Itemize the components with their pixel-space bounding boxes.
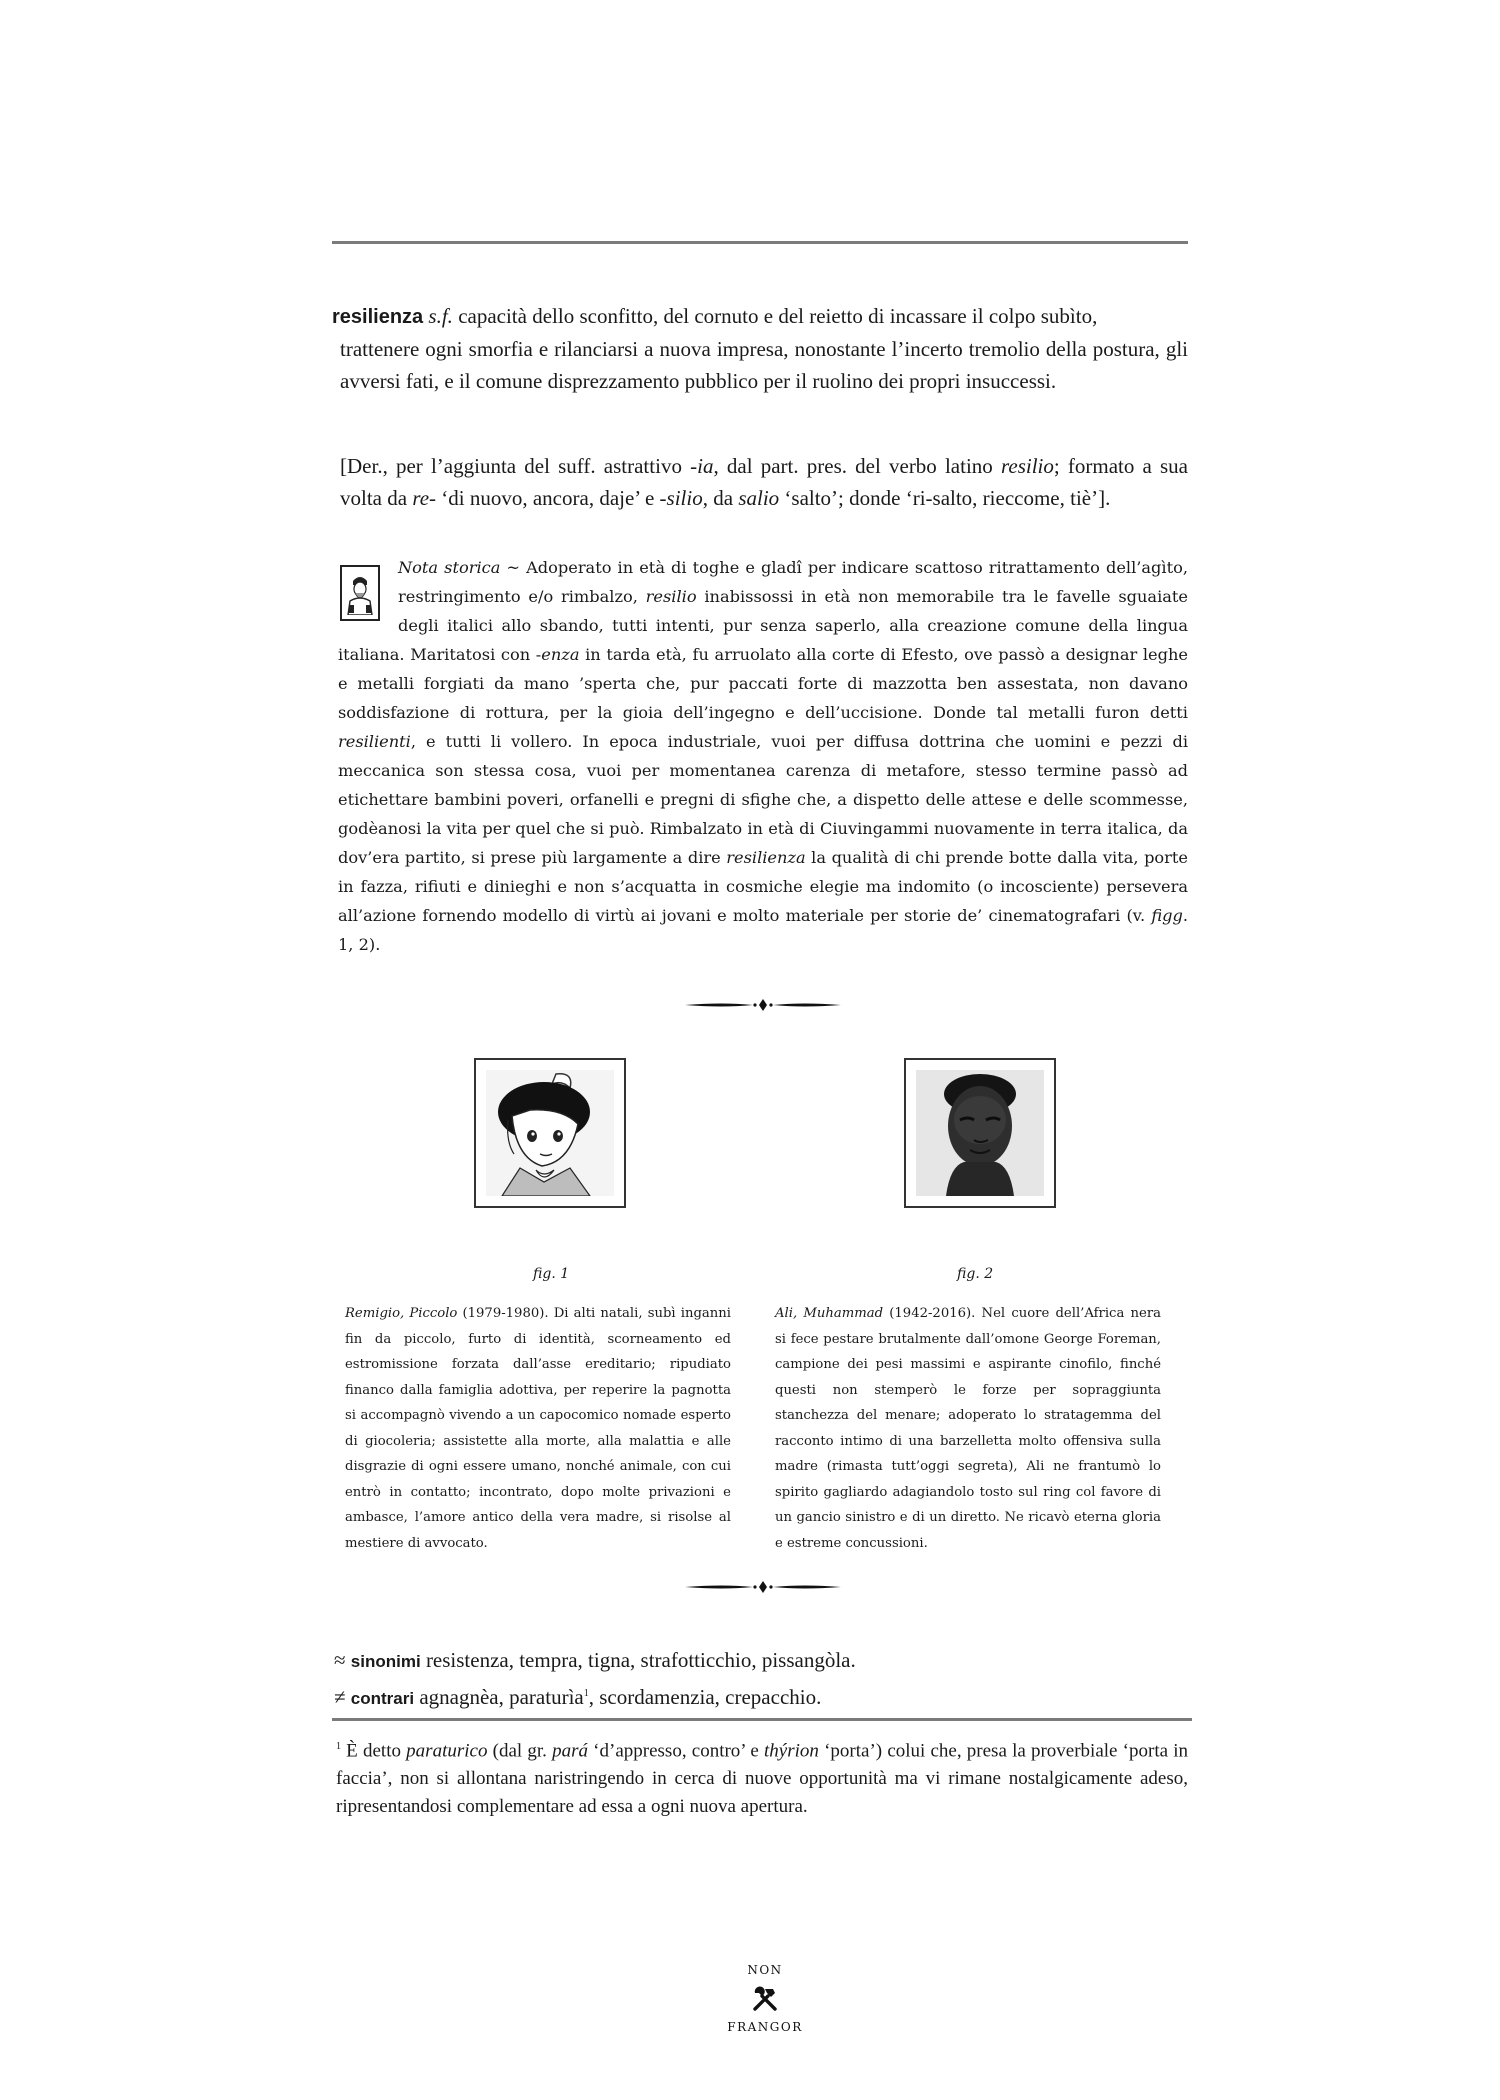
figure-1-label (533, 1266, 569, 1282)
not-equal-symbol: ≠ (334, 1685, 346, 1709)
figure-2-caption (775, 1301, 1161, 1556)
approx-symbol: ≈ (334, 1648, 346, 1672)
synonyms-list: resistenza, tempra, tigna, strafotticchio, pissangòla. (420, 1648, 856, 1672)
figure-2-label (957, 1266, 993, 1282)
headword: resilienza (332, 306, 424, 328)
footnote-italic: thýrion (764, 1740, 819, 1762)
synonyms-line (334, 1644, 1194, 1678)
note-text: in tarda età, fu arruolato alla corte di Efesto, ove passò a designar leghe e metalli forgiati da mano ’sperta che, pur paccati forte di mazzotta ben assestata, non davano soddisfazione di rottura, per la gioia dell’ingegno e dell’uccisione. Donde tal metalli furon detti (338, 645, 1188, 722)
historical-note (338, 553, 1188, 959)
etymology (340, 450, 1188, 514)
synonyms-antonyms (334, 1644, 1194, 1715)
colophon-top: NON (747, 1963, 783, 1977)
antonyms-line (334, 1678, 1194, 1715)
antonyms-list: agnagnèa, paraturìa (414, 1685, 584, 1709)
fig-label-num: . 1 (551, 1266, 570, 1282)
fig-label-italic: fig (957, 1266, 976, 1282)
etym-text: [Der., per l’aggiunta del suff. astrattivo - (340, 454, 698, 478)
figure-1-caption (345, 1301, 731, 1556)
figure-2-frame (904, 1058, 1056, 1208)
note-text: , e tutti li vollero. In epoca industriale, vuoi per diffusa dottrina che uomini e pezzi di meccanica son stessa cosa, vuoi per momentanea carenza di metafore, stesso termine passò ad etichettare bambini poveri, orfanelli e pregni di sfighe che, a dispetto delle attese e delle scommesse, godèanosi la vita per quel che si può. Rimbalzato in età di Ciuvingammi nuovamente in terra italica, da dov’era partito, si prese più largamente a dire (338, 732, 1188, 867)
footnote-text: ‘d’appresso, contro’ e (588, 1740, 765, 1762)
etym-text: ‘salto’; donde ‘ri-salto, rieccome, tiè’]. (779, 486, 1111, 510)
etym-salio: salio (738, 486, 780, 510)
definition-line1: capacità dello sconfitto, del cornuto e del reietto di incassare il colpo subìto, (452, 304, 1098, 328)
footnote-number: 1 (336, 1741, 341, 1752)
grammar-tag: s.f. (428, 304, 453, 328)
scholar-portrait-icon (340, 565, 380, 621)
note-italic: resilienti (338, 732, 411, 751)
footnote-ref[interactable]: 1 (583, 1688, 589, 1699)
fig-label-num: . 2 (975, 1266, 994, 1282)
synonyms-label: sinonimi (350, 1652, 421, 1671)
etym-suffix: ia (697, 454, 714, 478)
etym-text: ; formato a sua volta da (340, 454, 1189, 510)
etym-prefix: re- (412, 486, 437, 510)
top-rule (332, 241, 1188, 244)
note-italic: figg (1151, 906, 1183, 925)
entry-definition (332, 300, 1188, 397)
etym-text: , da (702, 486, 739, 510)
footnote (336, 1733, 1188, 1821)
footnote-rule (332, 1718, 1192, 1721)
note-text: . 1, 2). (338, 906, 1188, 954)
caption-name: Ali, Muhammad (775, 1306, 884, 1321)
antonyms-label: contrari (350, 1689, 415, 1708)
note-text: la qualità di chi prende botte dalla vita, porte in fazza, rifiuti e dinieghi e non s’acquatta in cosmiche elegie ma indomito (o incosciente) persevera all’azione fornendo modello di virtù ai jovani e molto materiale per storie de’ cinematografari (v. (338, 848, 1188, 925)
figure-1-frame (474, 1058, 626, 1208)
footnote-italic: pará (552, 1740, 588, 1762)
etym-text: ‘di nuovo, ancora, daje’ e - (436, 486, 667, 510)
antonyms-list: , scordamenzia, crepacchio. (588, 1685, 822, 1709)
ornament-divider (683, 998, 843, 1012)
piccolo-remigio-illustration (486, 1070, 614, 1196)
note-text: inabissossi in età non memorabile tra le favelle sguaiate degli italici allo sbando, tutti intenti, pur senza saperlo, alla creazione comune della lingua italiana. Maritatosi con - (338, 587, 1188, 664)
hammer-wrench-icon (751, 1985, 779, 2013)
fig-label-italic: fig (533, 1266, 552, 1282)
footnote-text: (dal gr. (487, 1740, 553, 1762)
note-italic: enza (541, 645, 580, 664)
note-label: Nota storica (398, 558, 501, 577)
footnote-text: È detto (341, 1740, 407, 1762)
definition-rest: trattenere ogni smorfia e rilanciarsi a nuova impresa, nonostante l’incerto tremolio della postura, gli avversi fati, e il comune disprezzamento pubblico per il ruolino dei propri insuccessi. (340, 337, 1188, 393)
etym-text: , dal part. pres. del verbo latino (713, 454, 1001, 478)
footnote-italic: paraturico (406, 1740, 488, 1762)
colophon (700, 1963, 830, 2034)
ornament-divider (683, 1580, 843, 1594)
etym-root: silio (666, 486, 703, 510)
etym-verb: resilio (1000, 454, 1054, 478)
muhammad-ali-photo (916, 1070, 1044, 1196)
note-italic: resilienza (726, 848, 806, 867)
caption-name: Remigio, Piccolo (345, 1306, 458, 1321)
caption-text: (1979-1980). Di alti natali, subì inganni fin da piccolo, furto di identità, scorneamento ed estromissione forzata dall’asse ereditario; ripudiato financo dalla famiglia adottiva, per reperire la pagnotta si accompagnò vivendo a un capocomico nomade esperto di giocoleria; assistette alla morte, alla malattia e alle disgrazie di ogni essere umano, nonché animale, con cui entrò in contatto; incontrato, dopo molte privazioni e ambasce, l’amore antico della vera madre, si risolse al mestiere di avvocato. (345, 1306, 731, 1551)
caption-text: (1942-2016). Nel cuore dell’Africa nera si fece pestare brutalmente dall’omone George Foreman, campione dei pesi massimi e aspirante cinofilo, finché questi non stemperò le forze per sopraggiunta stanchezza del menare; adoperato lo stratagemma del racconto intimo di una barzelletta molto offensiva sulla madre (rimasta tutt’oggi segreta), Ali ne frantumò lo spirito gagliardo adagiandolo tosto sul ring col favore di un gancio sinistro e di un diretto. Ne ricavò eterna gloria e estreme concussioni. (775, 1306, 1161, 1551)
colophon-bottom: FRANGOR (727, 2020, 803, 2034)
note-text: ~ Adoperato in età di toghe e gladî per indicare scattoso ritrattamento dell’agìto, restringimento e/o rimbalzo, (398, 558, 1188, 606)
footnote-text: ‘porta’) colui che, presa la proverbiale ‘porta in faccia’, non si allontana naristringendo in cerca di nuove opportunità ma vi rimane nostalgicamente adeso, ripresentandosi complementare ad essa a ogni nuova apertura. (336, 1740, 1188, 1818)
note-italic: resilio (645, 587, 697, 606)
